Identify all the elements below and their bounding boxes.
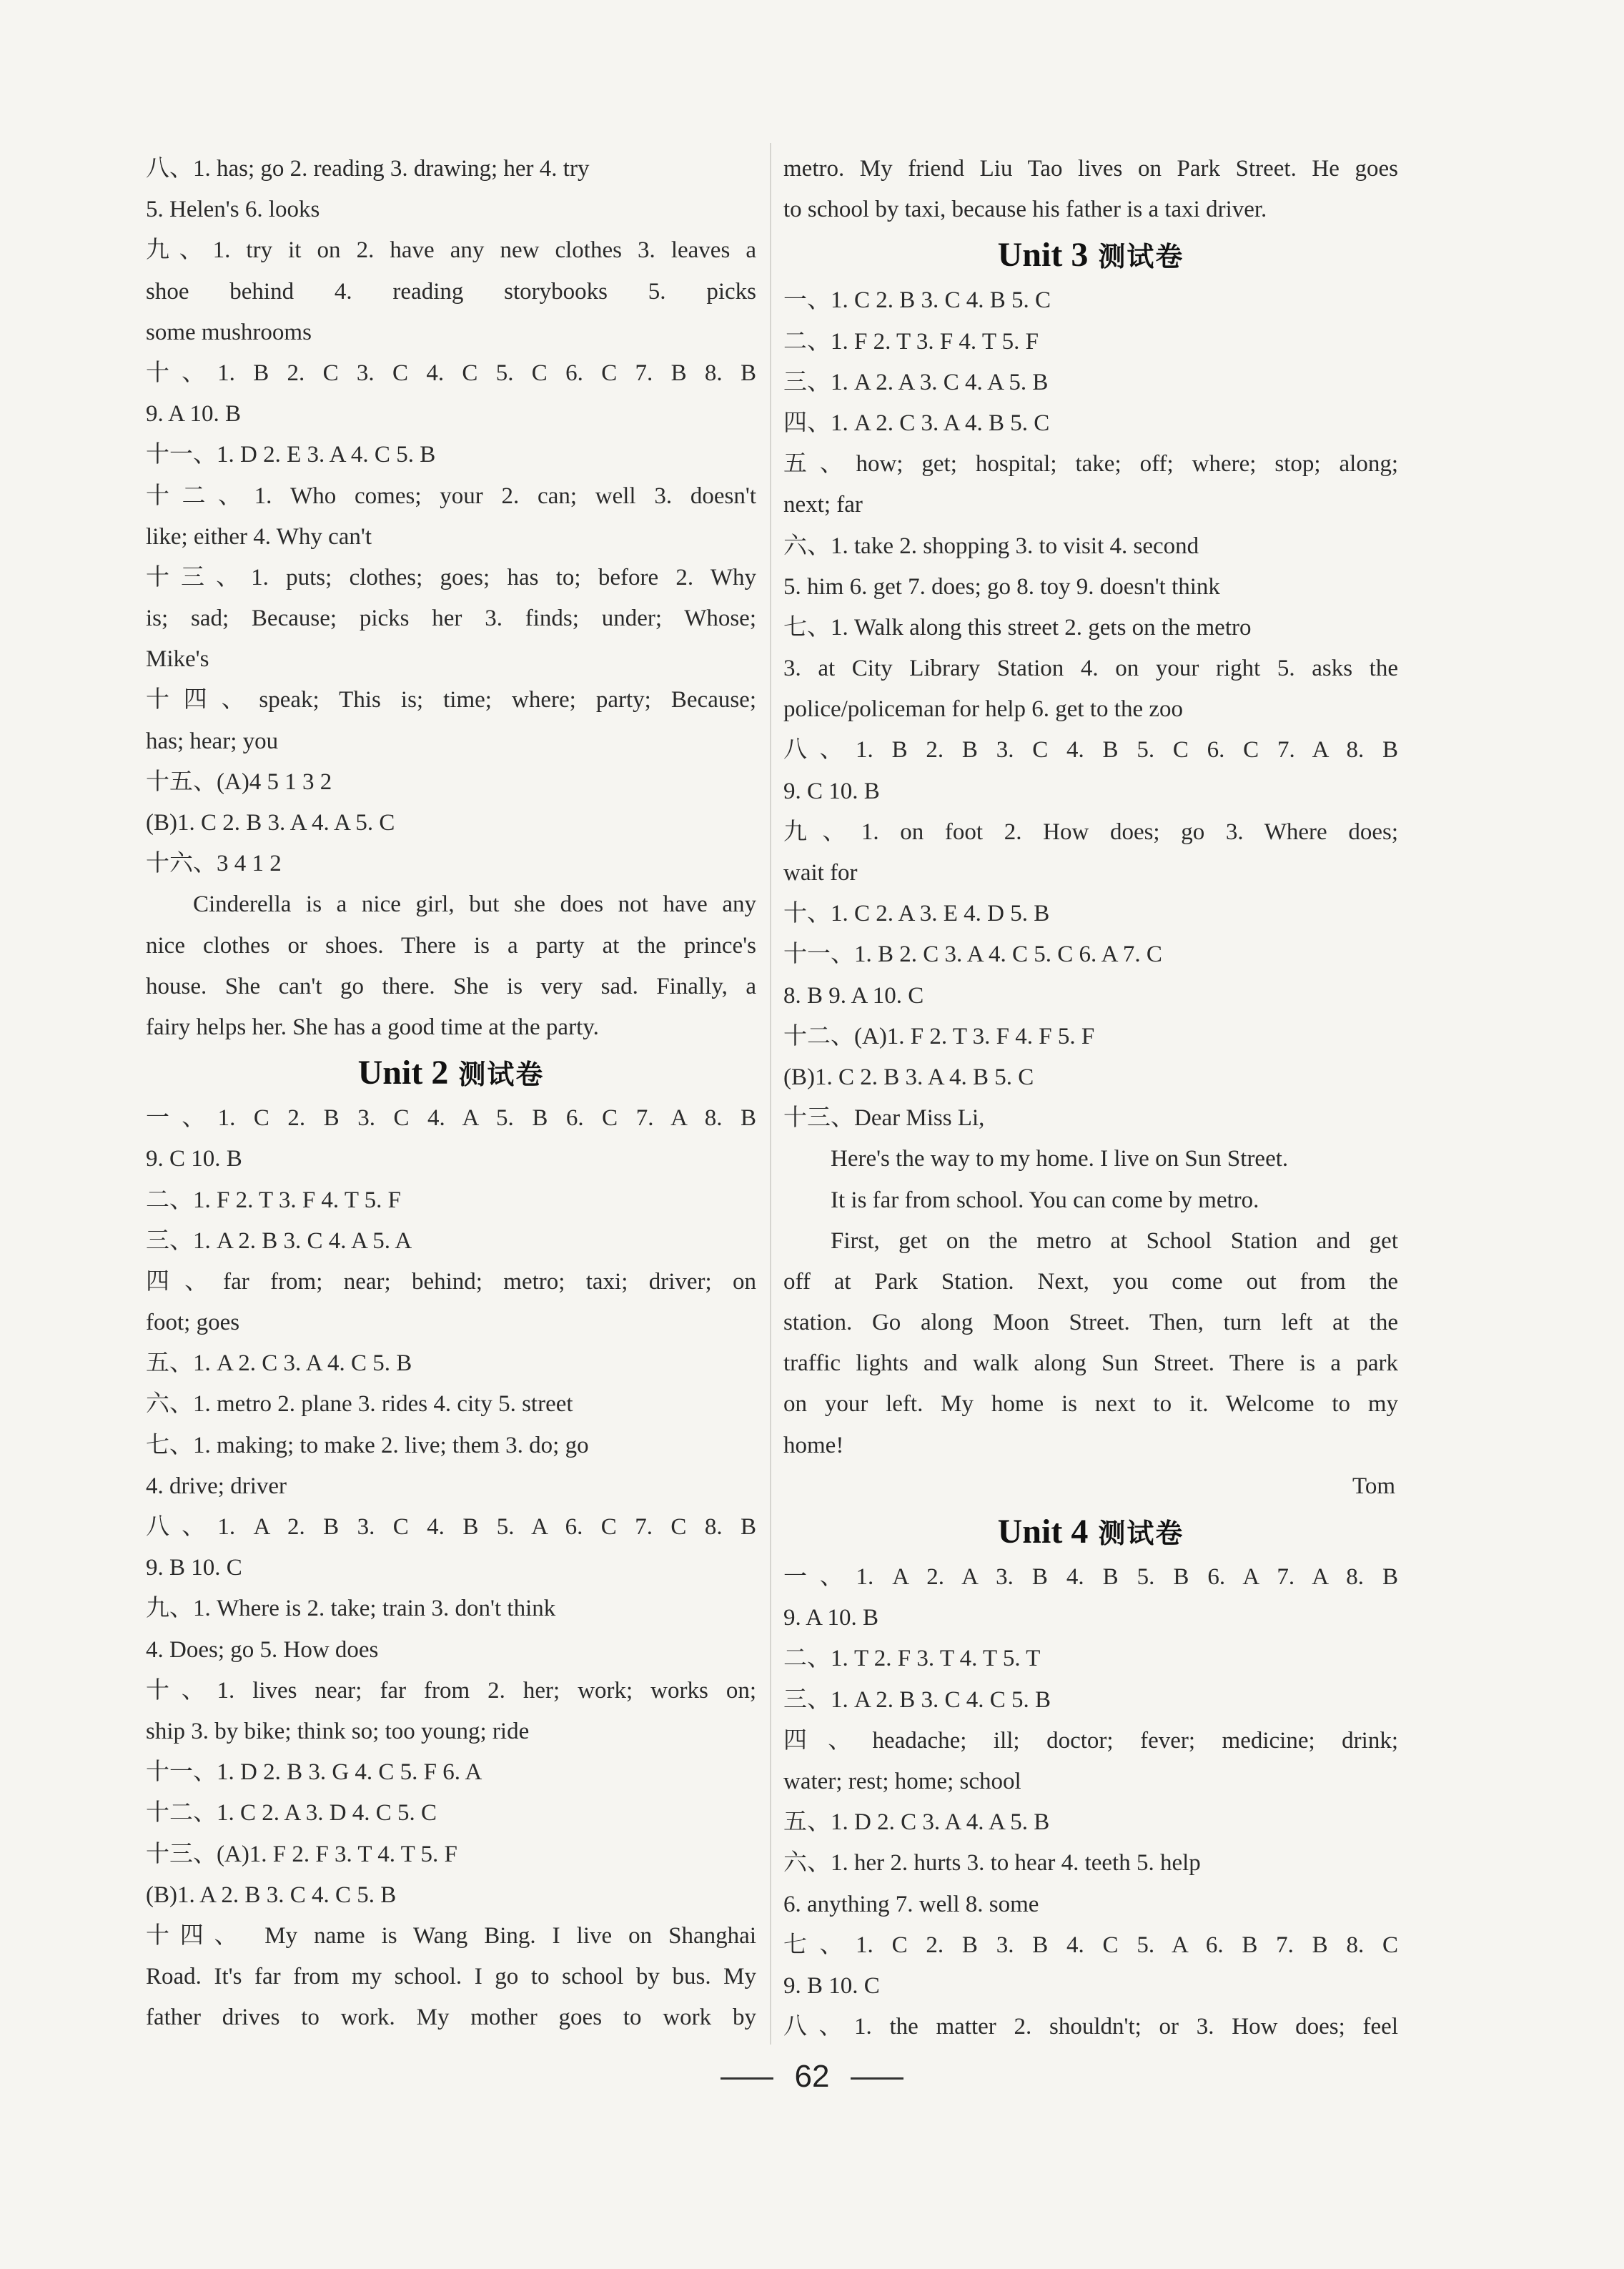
- passage-line: house. She can't go there. She is very sad. Finally, a: [146, 973, 756, 999]
- answer-line: 九、1. Where is 2. take; train 3. don't think: [146, 1596, 556, 1622]
- answer-line: 一、1. C 2. B 3. C 4. A 5. B 6. C 7. A 8. B: [146, 1105, 756, 1132]
- answer-line: 4. Does; go 5. How does: [146, 1636, 379, 1663]
- page-number-value: 62: [794, 2059, 830, 2094]
- answer-line: 9. C 10. B: [783, 778, 880, 804]
- unit-4-answers: [783, 1557, 1398, 2047]
- answer-line: 一、1. A 2. A 3. B 4. B 5. B 6. A 7. A 8. B: [783, 1564, 1398, 1590]
- answer-line: 二、1. F 2. T 3. F 4. T 5. F: [783, 328, 1039, 355]
- passage-line: to school by taxi, because his father is a taxi driver.: [783, 197, 1267, 223]
- answer-line: like; either 4. Why can't: [146, 523, 372, 550]
- answer-line: 五、1. D 2. C 3. A 4. A 5. B: [783, 1809, 1050, 1836]
- answer-line: water; rest; home; school: [783, 1768, 1021, 1794]
- answer-line: 五、1. A 2. C 3. A 4. C 5. B: [146, 1350, 412, 1377]
- answer-line: 八、1. B 2. B 3. C 4. B 5. C 6. C 7. A 8. B: [783, 737, 1398, 763]
- answer-line: 二、1. T 2. F 3. T 4. T 5. T: [783, 1646, 1041, 1672]
- answer-line: is; sad; Because; picks her 3. finds; under; Whose;: [146, 605, 756, 632]
- answer-line: 十二、1. C 2. A 3. D 4. C 5. C: [146, 1800, 437, 1826]
- letter-line: on your left. My home is next to it. Welcome to my: [783, 1391, 1398, 1418]
- answer-line: has; hear; you: [146, 728, 279, 754]
- answer-line: 十三、Dear Miss Li,: [783, 1105, 985, 1132]
- unit-4-title: Unit 4: [997, 1513, 1089, 1551]
- answer-line: 一、1. C 2. B 3. C 4. B 5. C: [783, 287, 1051, 314]
- answer-line: 十、1. C 2. A 3. E 4. D 5. B: [783, 901, 1050, 927]
- answer-line: Road. It's far from my school. I go to school by bus. My: [146, 1964, 756, 1990]
- cinderella-passage: [146, 884, 756, 1048]
- answer-line: 二、1. F 2. T 3. F 4. T 5. F: [146, 1187, 401, 1213]
- answer-line: 十三、1. puts; clothes; goes; has to; before 2. Why: [146, 564, 756, 590]
- answer-line: next; far: [783, 492, 863, 518]
- answer-line: 十二、1. Who comes; your 2. can; well 3. doesn't: [146, 483, 756, 509]
- answer-line: ship 3. by bike; think so; too young; ride: [146, 1718, 530, 1744]
- unit-2-title-cn: 测试卷: [458, 1059, 545, 1091]
- answer-line: (B)1. C 2. B 3. A 4. A 5. C: [146, 810, 395, 836]
- page-number-dash-right: [851, 2077, 903, 2080]
- answer-line: 七、1. Walk along this street 2. gets on the metro: [783, 614, 1252, 641]
- answer-line: 9. B 10. C: [146, 1555, 242, 1581]
- letter-line: First, get on the metro at School Station and get: [831, 1227, 1398, 1254]
- answer-line: 4. drive; driver: [146, 1473, 287, 1499]
- answer-line: 八、1. the matter 2. shouldn't; or 3. How does; feel: [783, 2014, 1398, 2040]
- unit-3-answers: [783, 280, 1398, 1139]
- answer-line: 六、1. take 2. shopping 3. to visit 4. second: [783, 533, 1199, 559]
- answer-line: Mike's: [146, 646, 209, 673]
- unit-4-title-cn: 测试卷: [1098, 1518, 1184, 1549]
- answer-line: 5. him 6. get 7. does; go 8. toy 9. doesn't think: [783, 573, 1220, 600]
- passage-line: nice clothes or shoes. There is a party at the prince's: [146, 932, 756, 959]
- answer-line: 三、1. A 2. B 3. C 4. A 5. A: [146, 1227, 412, 1254]
- answer-line: 十一、1. B 2. C 3. A 4. C 5. C 6. A 7. C: [783, 941, 1162, 968]
- answer-line: 9. B 10. C: [783, 1972, 880, 1999]
- passage-line: metro. My friend Liu Tao lives on Park Street. He goes: [783, 156, 1398, 182]
- answer-line: (B)1. A 2. B 3. C 4. C 5. B: [146, 1882, 397, 1908]
- answer-line: 八、1. has; go 2. reading 3. drawing; her 4. try: [146, 156, 590, 182]
- answer-line: 十五、(A)4 5 1 3 2: [146, 768, 332, 795]
- answer-line: 十二、(A)1. F 2. T 3. F 4. F 5. F: [783, 1023, 1095, 1049]
- answer-line: 9. A 10. B: [783, 1605, 878, 1631]
- left-block-1: [146, 149, 756, 884]
- answer-line: 9. A 10. B: [146, 401, 241, 427]
- page-number-dash-left: [721, 2077, 773, 2080]
- unit-3-title-cn: 测试卷: [1098, 241, 1184, 273]
- answer-line: 十、1. lives near; far from 2. her; work; works on;: [146, 1677, 756, 1704]
- answer-line: father drives to work. My mother goes to work by: [146, 2004, 756, 2031]
- answer-line: 四、headache; ill; doctor; fever; medicine; drink;: [783, 1727, 1398, 1754]
- answer-line: 十六、3 4 1 2: [146, 851, 282, 877]
- letter-passage: [783, 1139, 1398, 1507]
- answer-line: 9. C 10. B: [146, 1146, 242, 1172]
- answer-line: 8. B 9. A 10. C: [783, 982, 924, 1009]
- right-column: [783, 149, 1398, 2047]
- answer-line: 三、1. A 2. A 3. C 4. A 5. B: [783, 369, 1049, 395]
- answer-line: 九、1. try it on 2. have any new clothes 3. leaves a: [146, 237, 756, 264]
- letter-line: It is far from school. You can come by metro.: [831, 1187, 1259, 1213]
- answer-line: 三、1. A 2. B 3. C 4. C 5. B: [783, 1686, 1051, 1713]
- answer-line: 十一、1. D 2. E 3. A 4. C 5. B: [146, 442, 436, 468]
- letter-line: Here's the way to my home. I live on Sun Street.: [831, 1146, 1289, 1172]
- answer-line: 5. Helen's 6. looks: [146, 197, 320, 223]
- answer-line: 五、how; get; hospital; take; off; where; stop; along;: [783, 451, 1398, 478]
- answer-line: 十四、speak; This is; time; where; party; Because;: [146, 687, 756, 713]
- letter-line: off at Park Station. Next, you come out from the: [783, 1268, 1398, 1295]
- answer-line: 八、1. A 2. B 3. C 4. B 5. A 6. C 7. C 8. B: [146, 1514, 756, 1540]
- page-number: [0, 2059, 1624, 2095]
- unit-2-heading: [146, 1048, 756, 1098]
- answer-line: wait for: [783, 860, 858, 886]
- passage-line: Cinderella is a nice girl, but she does not have any: [193, 891, 756, 918]
- unit-2-title: Unit 2: [357, 1054, 449, 1092]
- letter-line: station. Go along Moon Street. Then, turn left at the: [783, 1310, 1398, 1336]
- answer-line: 六、1. her 2. hurts 3. to hear 4. teeth 5. help: [783, 1850, 1201, 1877]
- left-column: [146, 149, 756, 2038]
- letter-line: home!: [783, 1432, 844, 1458]
- passage-line: fairy helps her. She has a good time at the party.: [146, 1014, 599, 1040]
- answer-line: foot; goes: [146, 1310, 240, 1336]
- answer-line: 十、1. B 2. C 3. C 4. C 5. C 6. C 7. B 8. B: [146, 360, 756, 386]
- answer-line: shoe behind 4. reading storybooks 5. picks: [146, 278, 756, 305]
- answer-line: 四、1. A 2. C 3. A 4. B 5. C: [783, 410, 1050, 436]
- answer-line: 3. at City Library Station 4. on your right 5. asks the: [783, 656, 1398, 682]
- letter-signature: Tom: [1352, 1473, 1395, 1499]
- answer-line: 七、1. making; to make 2. live; them 3. do; go: [146, 1432, 589, 1458]
- answer-line: (B)1. C 2. B 3. A 4. B 5. C: [783, 1064, 1034, 1090]
- answer-line: 九、1. on foot 2. How does; go 3. Where does;: [783, 819, 1398, 845]
- unit-2-answers: [146, 1098, 756, 2038]
- answer-line: 十三、(A)1. F 2. F 3. T 4. T 5. F: [146, 1841, 457, 1867]
- answer-line: some mushrooms: [146, 319, 312, 345]
- answer-line: 七、1. C 2. B 3. B 4. C 5. A 6. B 7. B 8. C: [783, 1932, 1398, 1958]
- answer-line: 十四、 My name is Wang Bing. I live on Shanghai: [146, 1922, 756, 1949]
- letter-line: traffic lights and walk along Sun Street. There is a park: [783, 1350, 1398, 1377]
- unit-3-heading: [783, 230, 1398, 280]
- right-block-1: [783, 149, 1398, 230]
- unit-4-heading: [783, 1507, 1398, 1557]
- answer-line: 四、far from; near; behind; metro; taxi; driver; on: [146, 1268, 756, 1295]
- answer-line: police/policeman for help 6. get to the zoo: [783, 696, 1183, 723]
- answer-line: 十一、1. D 2. B 3. G 4. C 5. F 6. A: [146, 1759, 482, 1786]
- answer-line: 六、1. metro 2. plane 3. rides 4. city 5. street: [146, 1391, 573, 1418]
- answer-line: 6. anything 7. well 8. some: [783, 1891, 1039, 1917]
- unit-3-title: Unit 3: [997, 236, 1089, 275]
- column-divider: [770, 143, 771, 2045]
